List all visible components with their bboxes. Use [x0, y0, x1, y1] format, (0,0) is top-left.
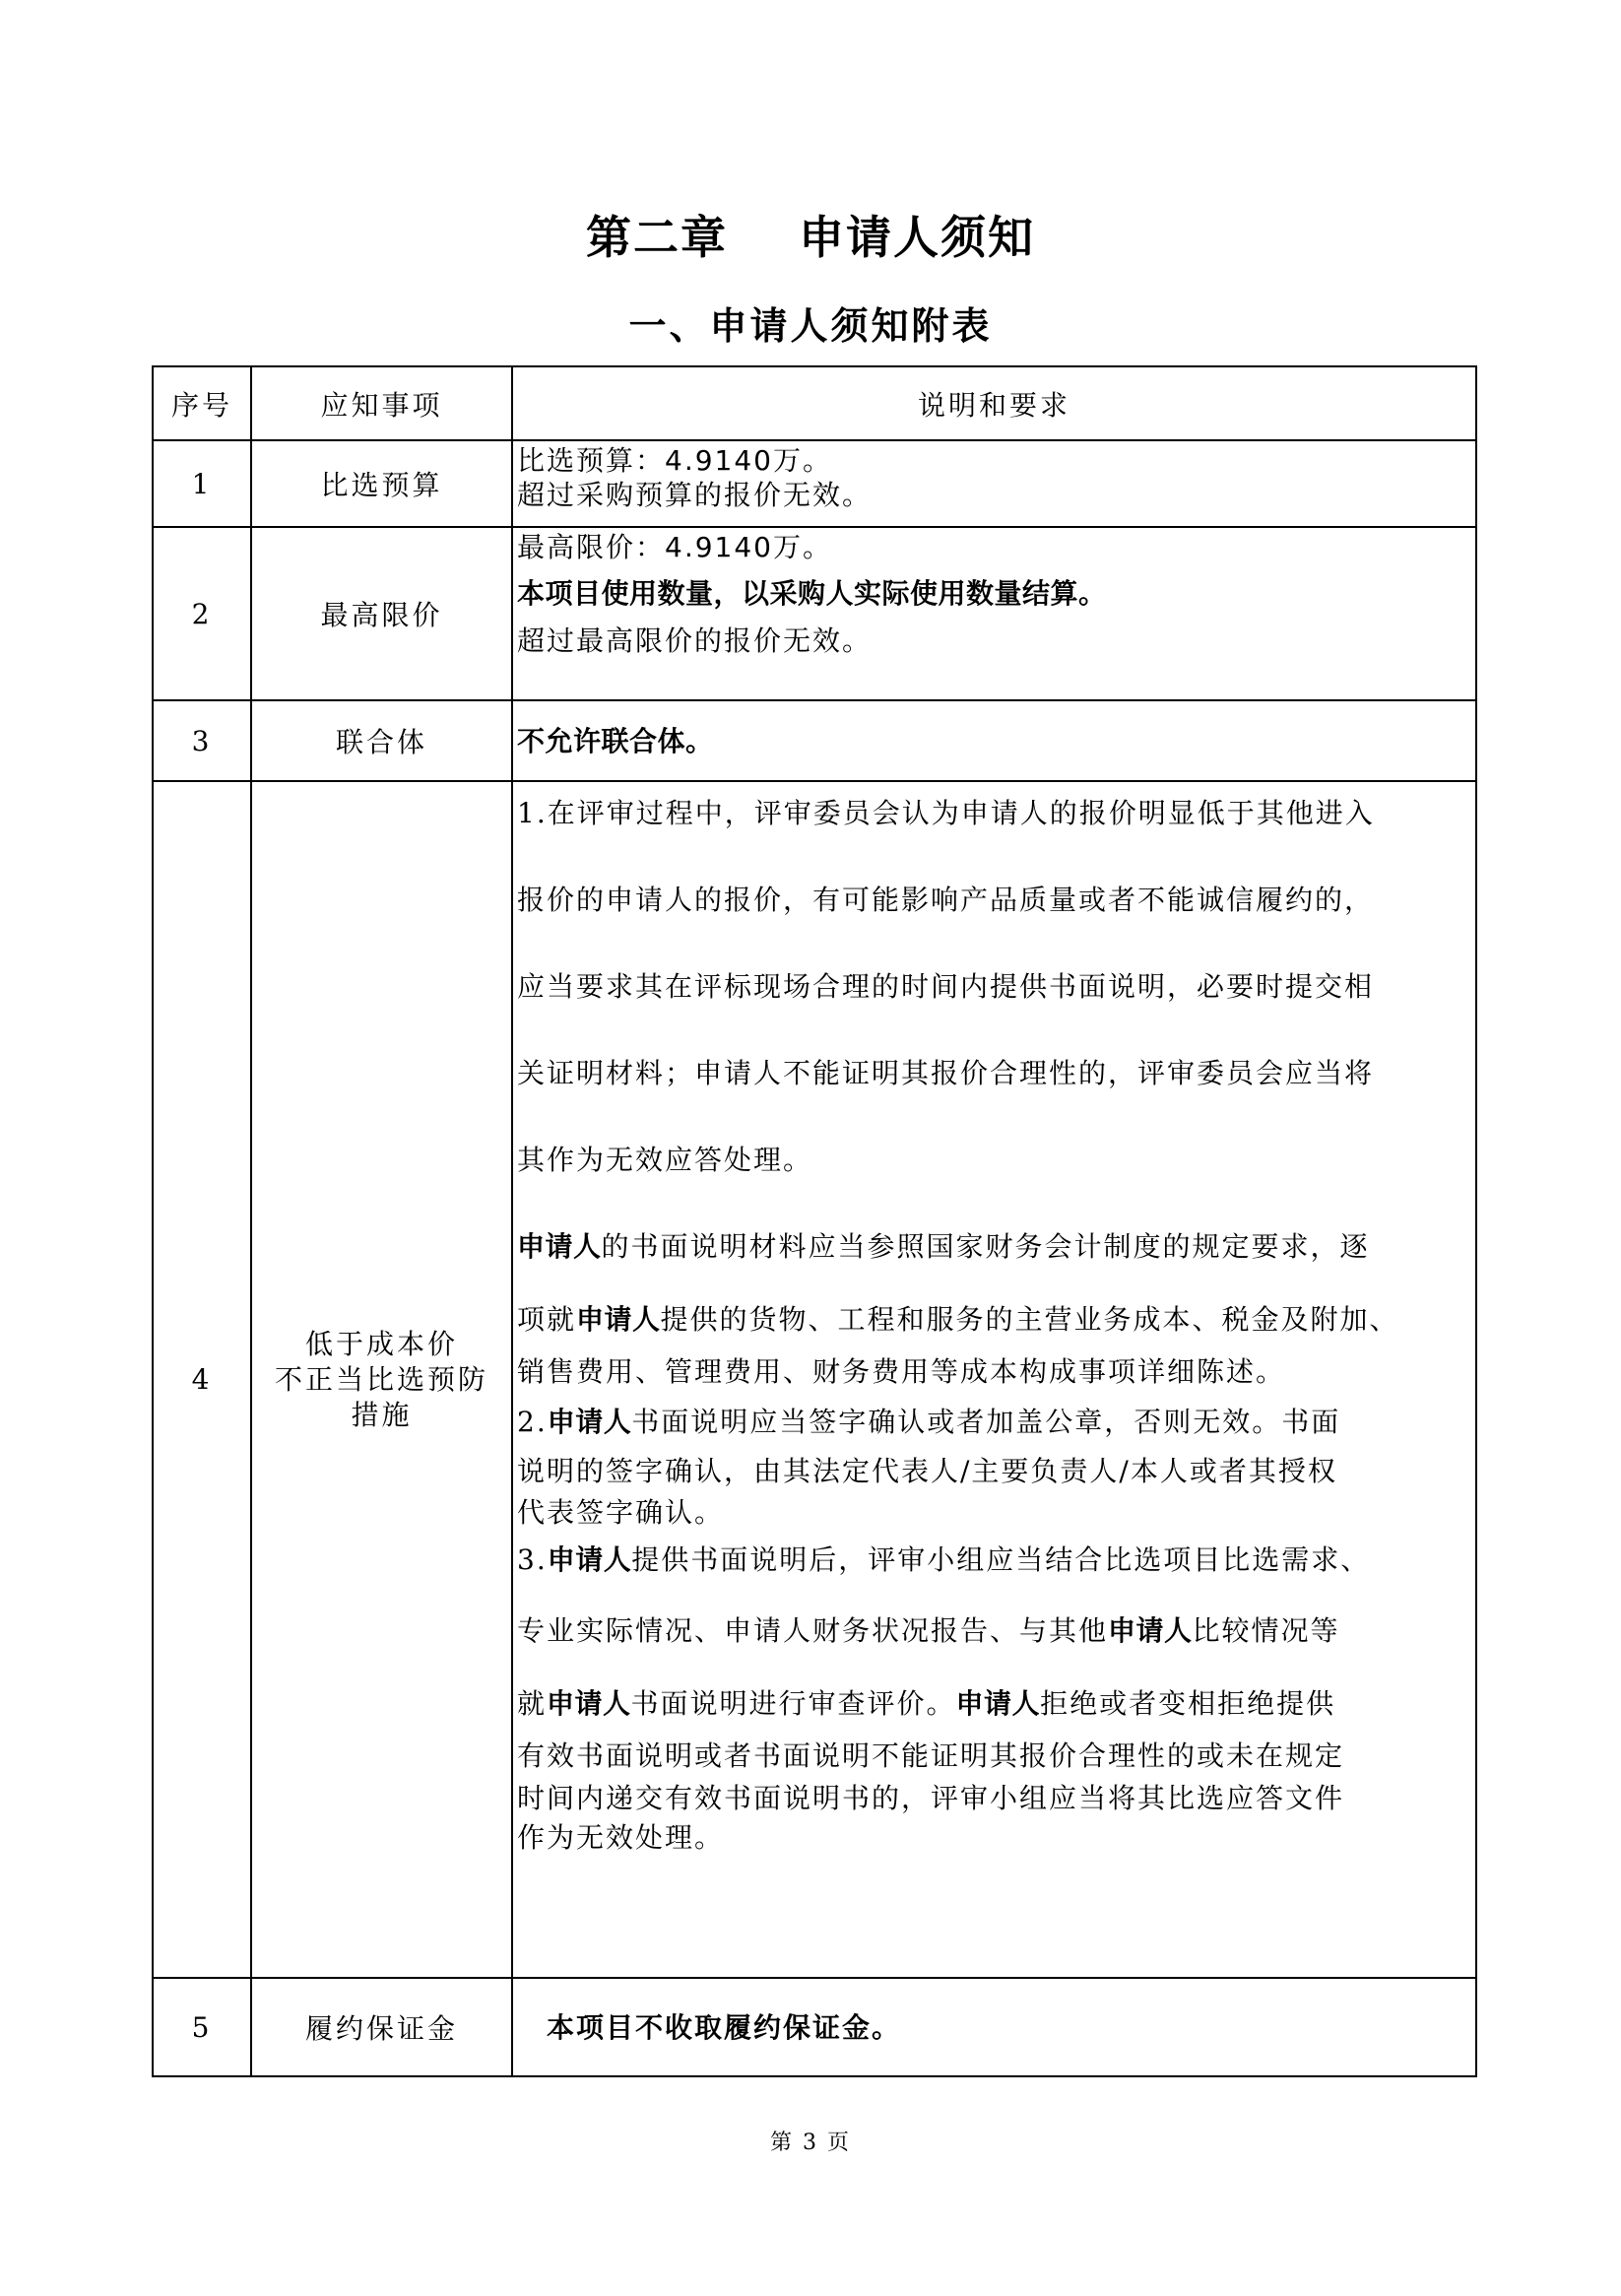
row-no: 1	[153, 440, 251, 527]
applicant-term: 申请人	[517, 1230, 602, 1263]
performance-bond-note: 本项目不收取履约保证金。	[547, 2010, 902, 2044]
para1-line3: 应当要求其在评标现场合理的时间内提供书面说明，必要时提交相	[517, 970, 1375, 1003]
row-no: 3	[153, 700, 251, 781]
para4-line3-mid: 书面说明进行审查评价。	[630, 1687, 956, 1720]
row-no: 4	[153, 781, 251, 1978]
item-line: 措施	[351, 1398, 413, 1431]
para4-line3-pre: 就	[517, 1687, 548, 1720]
para1-line1: 评审委员会认为申请人的报价明显低于其他进入	[753, 797, 1375, 829]
table-row	[153, 700, 1476, 781]
row-desc	[512, 781, 1476, 1978]
row-item: 联合体	[251, 700, 512, 781]
applicant-term: 申请人	[547, 1687, 631, 1720]
max-price-value: 4.9140	[665, 531, 773, 563]
table-row	[153, 527, 1476, 700]
budget-label: 比选预算：	[517, 444, 666, 477]
table-row	[153, 1978, 1476, 2076]
row-item: 最高限价	[251, 527, 512, 700]
para4-line2-pre: 专业实际情况、申请人财务状况报告、与其他	[517, 1614, 1109, 1647]
quantity-settlement-note: 本项目使用数量，以采购人实际使用数量结算。	[517, 577, 1107, 610]
table-row	[153, 781, 1476, 1978]
budget-note: 超过采购预算的报价无效。	[517, 479, 873, 511]
row-desc	[512, 1978, 1476, 2076]
row-no: 2	[153, 527, 251, 700]
para4-prefix: 3.	[517, 1543, 548, 1576]
max-price-label: 最高限价：	[517, 531, 666, 563]
page-number: 第 3 页	[770, 2131, 851, 2155]
para2-line1: 的书面说明材料应当参照国家财务会计制度的规定要求，逐	[601, 1230, 1370, 1263]
row-desc	[512, 700, 1476, 781]
para3-line1: 书面说明应当签字确认或者加盖公章，否则无效。书面	[631, 1406, 1341, 1438]
row-item	[251, 781, 512, 1978]
para3-line2: 说明的签字确认，由其法定代表人/主要负责人/本人或者其授权	[517, 1455, 1337, 1487]
section-title: 一、申请人须知附表	[628, 303, 993, 348]
row-desc	[512, 440, 1476, 527]
para2-line2: 提供的货物、工程和服务的主营业务成本、税金及附加、	[660, 1303, 1399, 1336]
para4-line6: 作为无效处理。	[517, 1821, 725, 1854]
applicant-notice-table	[152, 365, 1477, 2077]
applicant-term: 申请人	[1108, 1614, 1193, 1647]
table-header-row	[153, 366, 1476, 440]
budget-value: 4.9140	[665, 444, 773, 477]
para2-line2-pre: 项就	[517, 1303, 577, 1336]
budget-unit: 万。	[773, 444, 833, 477]
item-line: 不正当比选预防	[274, 1362, 488, 1396]
row-item: 履约保证金	[251, 1978, 512, 2076]
para1-line4: 关证明材料；申请人不能证明其报价合理性的，评审委员会应当将	[517, 1057, 1375, 1089]
applicant-term: 申请人	[547, 1406, 632, 1438]
para1-line5: 其作为无效应答处理。	[517, 1144, 813, 1176]
row-item: 比选预算	[251, 440, 512, 527]
para4-line4: 有效书面说明或者书面说明不能证明其报价合理性的或未在规定	[517, 1739, 1345, 1772]
header-item: 应知事项	[251, 366, 512, 440]
max-price-unit: 万。	[773, 531, 833, 563]
applicant-term: 申请人	[576, 1303, 661, 1336]
para4-line5: 时间内递交有效书面说明书的，评审小组应当将其比选应答文件	[517, 1782, 1345, 1814]
para3-line3: 代表签字确认。	[517, 1496, 725, 1529]
chapter-title: 第二章 申请人须知	[585, 211, 1036, 264]
row-no: 5	[153, 1978, 251, 2076]
row-desc	[512, 527, 1476, 700]
applicant-term: 申请人	[547, 1543, 632, 1576]
max-price-note: 超过最高限价的报价无效。	[517, 624, 873, 657]
applicant-term: 申请人	[955, 1687, 1041, 1720]
consortium-note: 不允许联合体。	[517, 724, 714, 757]
para3-prefix: 2.	[517, 1406, 548, 1438]
para4-line3: 拒绝或者变相拒绝提供	[1040, 1687, 1336, 1720]
header-no: 序号	[153, 366, 251, 440]
para1-line2: 报价的申请人的报价，有可能影响产品质量或者不能诚信履约的，	[517, 884, 1375, 916]
para4-line1: 提供书面说明后，评审小组应当结合比选项目比选需求、	[631, 1543, 1371, 1576]
table-row	[153, 440, 1476, 527]
item-line: 低于成本价	[304, 1327, 458, 1360]
header-desc: 说明和要求	[512, 366, 1476, 440]
para1-prefix: 1.在评审过程中，	[517, 797, 754, 829]
para4-line2: 比较情况等	[1192, 1614, 1340, 1647]
para2-line3: 销售费用、管理费用、财务费用等成本构成事项详细陈述。	[517, 1355, 1286, 1388]
